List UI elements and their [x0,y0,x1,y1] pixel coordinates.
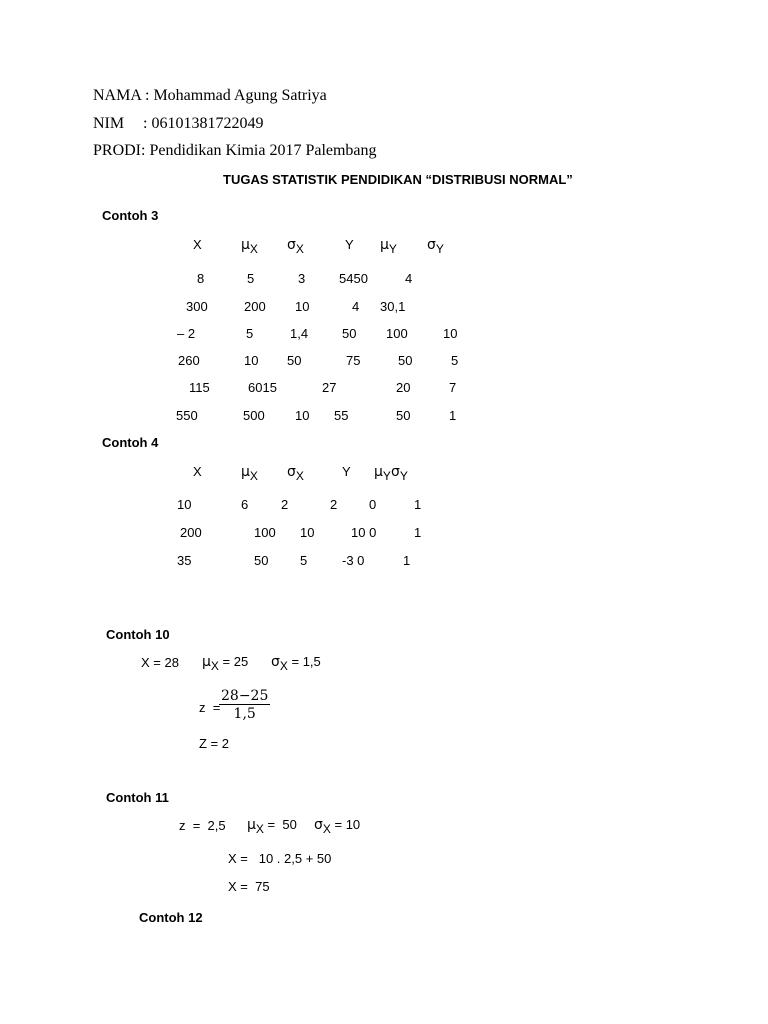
table-cell: 2 [281,497,289,512]
fraction-numerator: 28−25 [221,688,269,704]
given-sigma: $\sigma_X = 10$ [314,817,361,836]
table-cell: 10 [443,326,458,341]
col-mu-sigma-y: $\mu_Y\sigma_Y$ [374,464,408,483]
table-cell: 75 [346,353,361,368]
table-cell: 200 [180,525,202,540]
given-mu: $\mu_X = 25$ [202,654,249,673]
table-cell: 260 [178,353,200,368]
table-cell: 5 [451,353,459,368]
contoh4-heading: Contoh 4 [102,435,159,450]
table-cell: 100 [386,326,408,341]
fraction-denominator: 1,5 [233,706,256,722]
col-mu-y: $\mu_Y$ [380,237,397,256]
table-cell: 6 [241,497,249,512]
col-mu-x: $\mu_X$ [241,237,258,256]
table-cell: 3 [298,271,306,286]
table-cell: 50 [398,353,413,368]
table-cell: 30,1 [380,299,406,314]
given-z: z = 2,5 [179,818,226,833]
table-cell: 6015 [248,380,277,395]
table-cell: 200 [244,299,266,314]
study-program: PRODI: Pendidikan Kimia 2017 Palembang [93,142,377,159]
table-cell: 20 [396,380,411,395]
table-cell: -3 0 [342,553,365,568]
table-cell: 5 [246,326,254,341]
table-cell: 500 [243,408,265,423]
table-cell: 115 [189,380,210,395]
col-sigma-x: $\sigma_X$ [287,237,304,256]
table-cell: – 2 [177,326,196,341]
table-cell: 10 [177,497,192,512]
table-cell: 10 0 [351,525,377,540]
table-cell: 10 [300,525,315,540]
contoh11-heading: Contoh 11 [106,790,169,805]
col-sigma-x: $\sigma_X$ [287,464,304,483]
table-cell: 5450 [339,271,368,286]
z-fraction [219,689,270,721]
table-cell: 7 [449,380,457,395]
table-cell: 35 [177,553,192,568]
table-cell: 50 [396,408,411,423]
table-cell: 50 [342,326,357,341]
table-cell: 550 [176,408,198,423]
table-cell: 10 [295,299,310,314]
table-cell: 8 [197,271,205,286]
table-cell: 10 [295,408,310,423]
nim-value: : 06101381722049 [143,115,264,132]
x-step-1: X = 10 . 2,5 + 50 [228,851,332,866]
table-cell: 1 [414,525,422,540]
nim-label: NIM [93,115,125,132]
contoh3-heading: Contoh 3 [102,208,159,223]
table-cell: 4 [405,271,413,286]
table-cell: 1,4 [290,326,309,341]
table-cell: 5 [247,271,255,286]
col-mu-x: $\mu_X$ [241,464,258,483]
table-cell: 50 [287,353,302,368]
z-formula-label: z = [199,700,221,715]
table-cell: 100 [254,525,276,540]
given-x: X = 28 [141,655,179,670]
col-y: Y [345,237,354,252]
col-x: X [193,464,202,479]
table-cell: 300 [186,299,208,314]
table-cell: 55 [334,408,349,423]
col-sigma-y: $\sigma_Y$ [427,237,444,256]
given-mu: $\mu_X = 50$ [247,817,297,836]
col-x: X [193,237,202,252]
table-cell: 5 [300,553,308,568]
table-cell: 1 [403,553,411,568]
table-cell: 27 [322,380,337,395]
table-cell: 10 [244,353,259,368]
table-cell: 1 [414,497,422,512]
student-name: NAMA : Mohammad Agung Satriya [93,87,327,104]
contoh12-heading: Contoh 12 [139,910,203,925]
z-result: Z = 2 [199,736,229,751]
given-sigma: $\sigma_X = 1,5$ [271,654,321,673]
contoh10-heading: Contoh 10 [106,627,170,642]
table-cell: 1 [449,408,457,423]
x-step-2: X = 75 [228,879,270,894]
table-cell: 4 [352,299,360,314]
table-cell: 0 [369,497,377,512]
col-y: Y [342,464,351,479]
document-title: TUGAS STATISTIK PENDIDIKAN “DISTRIBUSI NORMAL” [223,172,573,187]
table-cell: 50 [254,553,269,568]
table-cell: 2 [330,497,338,512]
